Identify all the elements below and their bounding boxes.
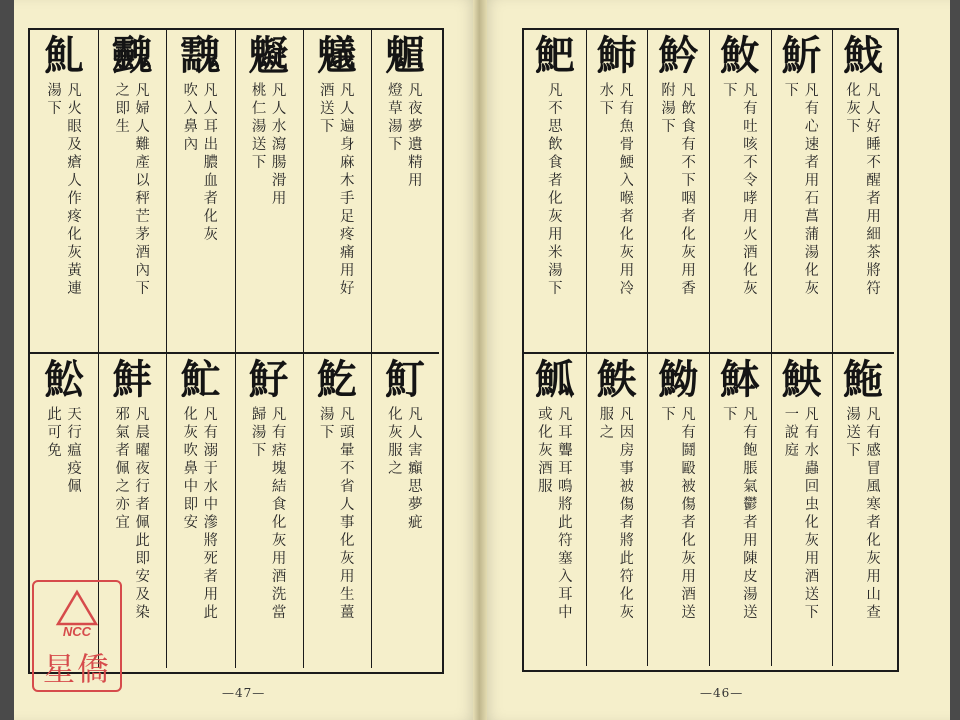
talisman-cell xyxy=(371,30,439,352)
talisman-instruction: 化灰吹鼻中即安 xyxy=(181,406,198,532)
talisman-cell xyxy=(771,354,833,666)
talisman-instruction: 凡婦人難產以秤芒茅酒內下 xyxy=(133,82,150,298)
talisman-instruction: 此可免 xyxy=(45,406,62,460)
talisman-instruction: 附湯下 xyxy=(659,82,676,136)
talisman-instruction: 之即生 xyxy=(113,82,130,136)
talisman-instruction: 凡有感冒風寒者化灰用山查 xyxy=(864,406,881,622)
talisman-glyph: 䰵 xyxy=(248,356,289,403)
talisman-instruction: 凡人水瀉腸滑用 xyxy=(269,82,286,208)
talisman-glyph: 䰲 xyxy=(44,32,85,79)
talisman-cell xyxy=(303,30,371,352)
book-gutter xyxy=(473,0,487,720)
talisman-cell xyxy=(30,30,98,352)
talisman-cell xyxy=(832,30,894,352)
talisman-instruction: 凡人害癲思夢疵 xyxy=(405,406,422,532)
talisman-instruction: 湯送下 xyxy=(844,406,861,460)
talisman-instruction: 凡有吐咳不令哮用火酒化灰 xyxy=(740,82,757,298)
talisman-cell xyxy=(524,30,586,352)
talisman-cell xyxy=(524,354,586,666)
talisman-instruction: 邪氣者佩之亦宜 xyxy=(113,406,130,532)
talisman-glyph: 䰮 xyxy=(316,32,357,79)
talisman-cell xyxy=(586,30,648,352)
talisman-instruction: 凡有飽脹氣鬱者用陳皮湯送 xyxy=(740,406,757,622)
talisman-cell xyxy=(235,354,303,668)
talisman-cell xyxy=(832,354,894,666)
talisman-cell xyxy=(371,354,439,668)
talisman-glyph: 䱂 xyxy=(658,356,699,403)
talisman-instruction: 凡有鬪毆被傷者化灰用酒送 xyxy=(679,406,696,622)
talisman-instruction: 湯下 xyxy=(45,82,62,118)
talisman-instruction: 凡不思飲食者化灰用米湯下 xyxy=(545,82,562,298)
talisman-glyph: 䰼 xyxy=(658,32,699,79)
talisman-glyph: 䰿 xyxy=(843,356,884,403)
talisman-cell xyxy=(709,30,771,352)
talisman-cell xyxy=(166,30,234,352)
talisman-instruction: 凡人好睡不醒者用細茶將符 xyxy=(864,82,881,298)
talisman-cell xyxy=(647,354,709,666)
talisman-cell xyxy=(98,30,166,352)
talisman-glyph: 䱀 xyxy=(781,356,822,403)
talisman-instruction: 吹入鼻內 xyxy=(181,82,198,154)
talisman-glyph: 䰺 xyxy=(781,32,822,79)
page-number-left: —47— xyxy=(222,686,266,700)
talisman-instruction: 凡耳聾耳鳴將此符塞入耳中 xyxy=(555,406,572,622)
talisman-instruction: 服之 xyxy=(597,406,614,442)
talisman-instruction: 一說庭 xyxy=(782,406,799,460)
talisman-glyph: 䰱 xyxy=(112,32,153,79)
talisman-instruction: 燈草湯下 xyxy=(385,82,402,154)
talisman-instruction: 湯下 xyxy=(317,406,334,442)
talisman-instruction: 水下 xyxy=(597,82,614,118)
talisman-instruction: 或化灰酒服 xyxy=(535,406,552,496)
talisman-glyph: 䰹 xyxy=(843,32,884,79)
talisman-glyph: 䰶 xyxy=(180,356,221,403)
talisman-cell xyxy=(166,354,234,668)
talisman-glyph: 䰳 xyxy=(384,356,425,403)
talisman-instruction: 凡有水蟲回虫化灰用酒送下 xyxy=(802,406,819,622)
talisman-cell xyxy=(586,354,648,666)
talisman-glyph: 䱃 xyxy=(596,356,637,403)
talisman-instruction: 歸湯下 xyxy=(249,406,266,460)
talisman-instruction: 下 xyxy=(659,406,676,424)
talisman-instruction: 下 xyxy=(782,82,799,100)
talisman-instruction: 酒送下 xyxy=(317,82,334,136)
talisman-instruction: 凡頭暈不省人事化灰用生薑 xyxy=(337,406,354,622)
stamp-code: NCC xyxy=(62,624,92,639)
talisman-instruction: 凡有魚骨鯁入喉者化灰用冷 xyxy=(617,82,634,298)
talisman-glyph: 䰽 xyxy=(596,32,637,79)
talisman-glyph: 䰯 xyxy=(248,32,289,79)
talisman-glyph: 䰴 xyxy=(316,356,357,403)
talisman-instruction: 凡飲食有不下咽者化灰用香 xyxy=(679,82,696,298)
talisman-instruction: 下 xyxy=(720,82,737,100)
talisman-glyph: 䰸 xyxy=(44,356,85,403)
talisman-instruction: 凡有心速者用石菖蒲湯化灰 xyxy=(802,82,819,298)
talisman-instruction: 凡人耳出膿血者化灰 xyxy=(201,82,218,244)
talisman-instruction: 凡火眼及瘡人作疼化灰黃連 xyxy=(65,82,82,298)
talisman-instruction: 下 xyxy=(720,406,737,424)
talisman-instruction: 凡有溺于水中滲將死者用此 xyxy=(201,406,218,622)
talisman-glyph: 䰰 xyxy=(180,32,221,79)
talisman-instruction: 化灰服之 xyxy=(385,406,402,478)
talisman-glyph: 䰨 xyxy=(384,32,425,79)
talisman-glyph: 䰾 xyxy=(534,32,575,79)
talisman-glyph: 䱁 xyxy=(719,356,760,403)
page-number-right: —46— xyxy=(700,686,744,700)
talisman-instruction: 天行瘟疫佩 xyxy=(65,406,82,496)
talisman-instruction: 凡夜夢遺精用 xyxy=(405,82,422,190)
talisman-instruction: 凡人遍身麻木手足疼痛用好 xyxy=(337,82,354,298)
talisman-glyph: 䱄 xyxy=(534,356,575,403)
talisman-cell xyxy=(709,354,771,666)
talisman-cell xyxy=(303,354,371,668)
watermark-stamp xyxy=(32,580,122,692)
talisman-instruction: 凡有痞塊結食化灰用酒洗當 xyxy=(269,406,286,622)
talisman-glyph: 䰷 xyxy=(112,356,153,403)
talisman-cell xyxy=(647,30,709,352)
talisman-instruction: 凡因房事被傷者將此符化灰 xyxy=(617,406,634,622)
talisman-instruction: 化灰下 xyxy=(844,82,861,136)
talisman-instruction: 凡晨曜夜行者佩此即安及染 xyxy=(133,406,150,622)
stamp-name: 星僑 xyxy=(42,650,111,688)
talisman-instruction: 桃仁湯送下 xyxy=(249,82,266,172)
talisman-glyph: 䰻 xyxy=(719,32,760,79)
talisman-cell xyxy=(771,30,833,352)
talisman-cell xyxy=(235,30,303,352)
